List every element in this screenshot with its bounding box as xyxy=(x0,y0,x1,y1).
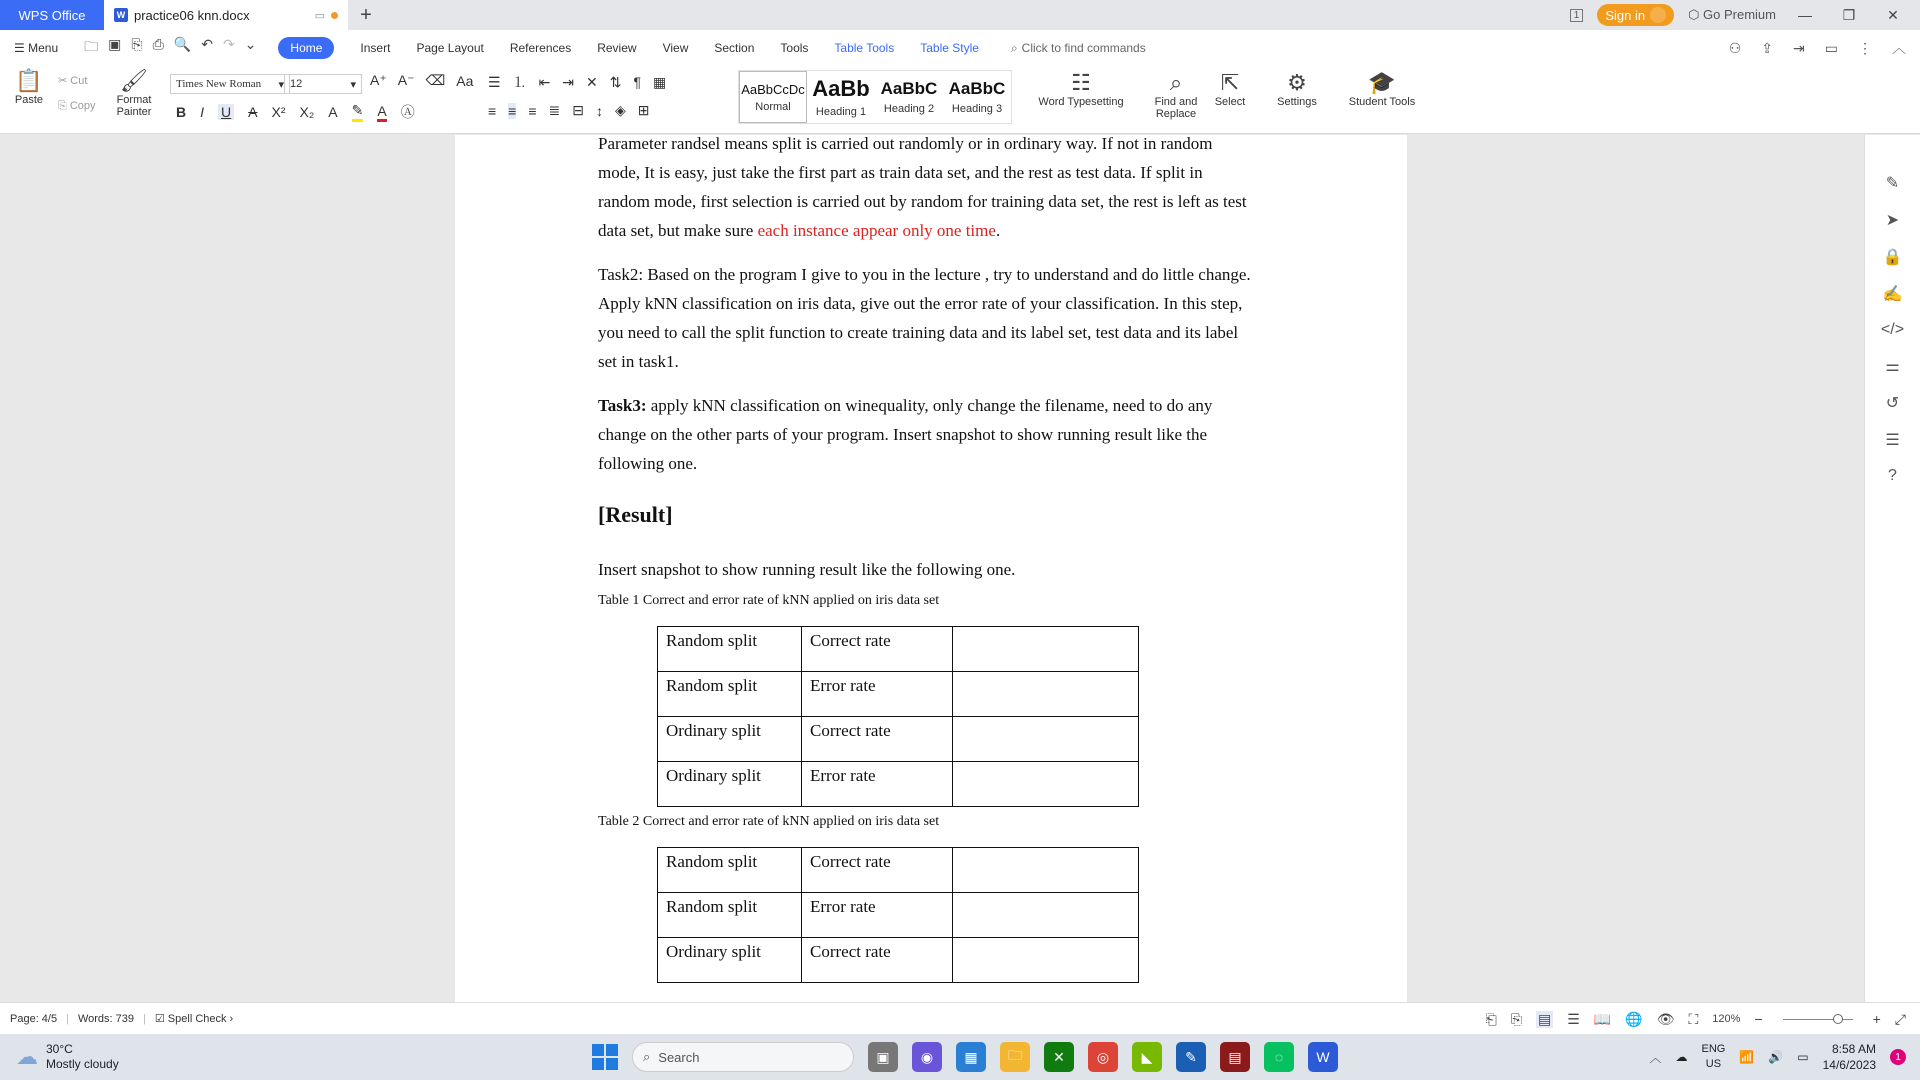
share-user-icon[interactable]: ⚇ xyxy=(1728,39,1742,56)
start-button[interactable] xyxy=(592,1044,618,1070)
clock[interactable] xyxy=(1823,1041,1876,1073)
superscript-icon[interactable]: X² xyxy=(271,104,286,120)
style-heading-1[interactable] xyxy=(807,71,875,123)
magnifier-icon: ⌕ xyxy=(1169,70,1183,95)
style-heading-3[interactable] xyxy=(943,71,1011,123)
zoom-in-button[interactable]: + xyxy=(1872,1011,1881,1027)
sliders-icon[interactable]: ⚌ xyxy=(1885,358,1900,375)
table-cell[interactable]: Ordinary split xyxy=(658,938,802,983)
fit-screen-icon[interactable]: ⛶ xyxy=(1688,1010,1699,1027)
monitor-icon[interactable]: ▭ xyxy=(314,9,325,22)
document-workspace xyxy=(0,135,1864,1002)
keyboard-layout: US xyxy=(1705,1058,1722,1070)
chinese-layout-icon[interactable]: ✕ xyxy=(586,73,598,90)
decrease-indent-icon[interactable]: ⇤ xyxy=(538,73,551,90)
windows-taskbar xyxy=(0,1034,1920,1080)
brush-icon: 🖌 xyxy=(120,68,148,93)
title-bar xyxy=(0,0,1920,30)
table-cell[interactable]: Correct rate xyxy=(802,627,953,672)
pen-icon[interactable]: ✎ xyxy=(1885,175,1900,192)
language-code: ENG xyxy=(1701,1043,1726,1055)
task3-label: Task3: xyxy=(598,396,647,415)
signature-icon[interactable]: ✍ xyxy=(1882,286,1903,303)
table-row xyxy=(658,672,1139,717)
paste-button[interactable] xyxy=(12,68,46,106)
print-layout-icon[interactable]: ▤ xyxy=(1538,1010,1552,1027)
reading-view-icon[interactable]: 📖 xyxy=(1593,1010,1612,1027)
tab-page-layout[interactable]: Page Layout xyxy=(416,41,484,55)
table-cell[interactable]: Error rate xyxy=(802,672,953,717)
table1-caption: Table 1 Correct and error rate of kNN applied on iris data set xyxy=(598,593,940,608)
table-cell[interactable] xyxy=(953,762,1139,807)
highlight-text: each instance appear only one time xyxy=(757,221,996,240)
select-label: Select xyxy=(1214,96,1246,108)
font-color-icon[interactable]: A xyxy=(377,103,386,122)
style-preview: AaBbCcDc xyxy=(741,81,805,97)
table-cell[interactable]: Correct rate xyxy=(802,848,953,893)
results-table-1 xyxy=(657,626,1139,807)
new-tab-button[interactable]: + xyxy=(360,3,372,26)
command-search[interactable] xyxy=(1011,41,1146,56)
student-tools-label: Student Tools xyxy=(1348,96,1416,108)
tab-tools[interactable]: Tools xyxy=(780,41,809,55)
cut-button[interactable]: ✂ Cut xyxy=(58,75,88,87)
paragraph-text: . xyxy=(995,221,1001,240)
clear-format-icon[interactable]: ⌫ xyxy=(425,72,446,88)
main-menu-label: Menu xyxy=(28,41,59,55)
zoom-slider-knob[interactable] xyxy=(1833,1014,1843,1024)
typesetting-icon: ☷ xyxy=(1071,70,1091,95)
distribute-icon[interactable]: ⊟ xyxy=(572,102,584,118)
comment-icon[interactable]: ▭ xyxy=(1824,39,1838,56)
tab-home[interactable]: Home xyxy=(278,37,334,59)
style-name: Normal xyxy=(755,100,791,113)
underline-icon[interactable]: U xyxy=(218,104,234,120)
language-indicator[interactable] xyxy=(1702,1042,1726,1072)
temperature: 30°C xyxy=(46,1042,73,1056)
table-cell[interactable]: Ordinary split xyxy=(658,762,802,807)
style-name: Heading 2 xyxy=(883,103,935,115)
change-case-icon[interactable]: Aa xyxy=(456,72,474,89)
pointer-icon[interactable]: ➤ xyxy=(1885,212,1900,229)
style-preview: AaBb xyxy=(812,76,870,101)
print-icon[interactable]: ⎙ xyxy=(152,36,164,52)
table-row xyxy=(658,762,1139,807)
taskbar-search-label: Search xyxy=(658,1049,700,1065)
command-search-placeholder: Click to find commands xyxy=(1021,41,1146,55)
table-cell[interactable]: Random split xyxy=(658,672,802,717)
menu-bar xyxy=(0,30,1920,66)
font-family-value: Times New Roman xyxy=(176,78,262,90)
restore-button[interactable]: ❐ xyxy=(1842,6,1856,23)
student-tools-button[interactable] xyxy=(1340,70,1424,108)
fit-page-icon[interactable]: ⎗ xyxy=(1485,1010,1497,1027)
paste-label: Paste xyxy=(14,94,44,106)
taskbar-search[interactable] xyxy=(632,1042,854,1072)
customize-dropdown-icon[interactable]: ⌄ xyxy=(244,36,257,52)
table-cell[interactable]: Correct rate xyxy=(802,717,953,762)
winrar-icon[interactable]: ▤ xyxy=(1220,1042,1250,1072)
spell-check-button[interactable]: ☑ Spell Check › xyxy=(154,1013,234,1025)
bullets-icon[interactable]: ☰ xyxy=(488,73,501,90)
grow-font-icon[interactable]: A⁺ xyxy=(370,72,387,88)
export-icon[interactable]: ⎘ xyxy=(131,36,143,52)
eye-protect-icon[interactable]: 👁 xyxy=(1656,1010,1675,1027)
spell-check-label: Spell Check xyxy=(167,1013,227,1025)
fullscreen-icon[interactable]: ⤢ xyxy=(1894,1010,1906,1027)
table-row xyxy=(658,717,1139,762)
paragraph-text: Parameter randsel means split is carried out randomly or in ordinary way. If not in random mode, It is easy, just take the first part as train data set, and the rest as test data. If split in random mode, first selection is carried out by random for training data set, the rest is left as test data set, but make sure xyxy=(598,135,1247,240)
bold-icon[interactable]: B xyxy=(176,104,187,120)
table-cell[interactable]: Correct rate xyxy=(802,938,953,983)
document-tab-label: practice06 knn.docx xyxy=(134,7,250,23)
document-page[interactable] xyxy=(455,135,1407,1002)
increase-indent-icon[interactable]: ⇥ xyxy=(562,73,575,90)
word-typesetting-label: Word Typesetting xyxy=(1038,96,1124,108)
web-view-icon[interactable]: 🌐 xyxy=(1625,1010,1643,1027)
font-size-value: 12 xyxy=(290,78,303,90)
subscript-icon[interactable]: X₂ xyxy=(299,104,315,120)
zoom-slider[interactable] xyxy=(1783,1019,1853,1020)
main-menu-button[interactable]: ☰ Menu xyxy=(14,41,59,55)
table-row xyxy=(658,893,1139,938)
format-painter-button[interactable] xyxy=(112,68,156,118)
find-replace-button[interactable] xyxy=(1148,70,1204,120)
table-cell[interactable] xyxy=(953,848,1139,893)
table-cell[interactable] xyxy=(953,717,1139,762)
word-count[interactable]: Words: 739 xyxy=(77,1012,135,1025)
table-row xyxy=(658,848,1139,893)
task-view-icon[interactable]: ▣ xyxy=(868,1042,898,1072)
teams-icon[interactable]: ◉ xyxy=(912,1042,942,1072)
align-center-icon[interactable]: ≡ xyxy=(508,102,517,119)
insert-snapshot-line: Insert snapshot to show running result like the following one. xyxy=(598,560,1016,579)
zoom-level[interactable]: 120% xyxy=(1712,1013,1741,1025)
justify-icon[interactable]: ≣ xyxy=(548,102,561,118)
chrome-icon[interactable]: ◎ xyxy=(1088,1042,1118,1072)
clipboard-icon: 📋 xyxy=(15,68,43,93)
highlight-icon[interactable]: ✎ xyxy=(352,102,364,122)
wps-pen-icon[interactable]: ✎ xyxy=(1176,1042,1206,1072)
font-family-select[interactable] xyxy=(170,74,290,94)
borders-icon[interactable]: ⊞ xyxy=(637,102,650,118)
table-cell[interactable]: Random split xyxy=(658,627,802,672)
battery-icon[interactable]: ▭ xyxy=(1797,1050,1809,1064)
text-effect-icon[interactable]: A xyxy=(328,104,338,120)
paragraph-task2: Task2: Based on the program I give to you in the lecture , try to understand and do little change. Apply kNN classification on iris data, give out the error rate of your classification. In this step, you need to call the split function to create training data and its label set, test data and its label set in task1. xyxy=(598,265,1251,371)
style-name: Heading 1 xyxy=(815,106,867,118)
select-button[interactable] xyxy=(1206,70,1254,108)
search-icon: ⌕ xyxy=(1010,40,1018,55)
result-heading: [Result] xyxy=(598,502,673,527)
char-border-icon[interactable]: Ⓐ xyxy=(400,104,415,120)
find-replace-label: Find and Replace xyxy=(1154,96,1198,120)
tab-view[interactable]: View xyxy=(662,41,689,55)
table-cell[interactable] xyxy=(953,627,1139,672)
copy-button[interactable]: ⎘ Copy xyxy=(58,100,96,112)
paragraph-text: apply kNN classification on winequality, only change the filename, need to do any change on the other parts of your program. Insert snapshot to show running result like the following one. xyxy=(598,396,1213,473)
upload-icon[interactable]: ⇪ xyxy=(1761,39,1774,56)
table-cell[interactable] xyxy=(953,672,1139,717)
results-table-2 xyxy=(657,847,1139,983)
open-folder-icon[interactable]: 🗀 xyxy=(84,38,99,54)
weather-widget[interactable] xyxy=(0,1042,320,1072)
paragraph-task3 xyxy=(598,391,1258,478)
table2-caption: Table 2 Correct and error rate of kNN applied on iris data set xyxy=(598,814,940,829)
table-cell[interactable]: Random split xyxy=(658,848,802,893)
tab-section[interactable]: Section xyxy=(714,41,755,55)
table-cell[interactable] xyxy=(953,893,1139,938)
settings-label: Settings xyxy=(1277,96,1317,108)
document-content[interactable] xyxy=(598,135,1258,983)
outline-view-icon[interactable]: ☰ xyxy=(1567,1010,1580,1027)
style-preview: AaBbC xyxy=(948,79,1006,98)
format-painter-label: Format Painter xyxy=(116,94,152,118)
settings-icon: ⚙ xyxy=(1287,70,1307,95)
graduation-cap-icon: 🎓 xyxy=(1368,70,1396,95)
tab-references[interactable]: References xyxy=(509,41,572,55)
tab-review[interactable]: Review xyxy=(597,41,637,55)
table-cell[interactable]: Error rate xyxy=(802,762,953,807)
onedrive-icon[interactable]: ☁ xyxy=(1675,1050,1688,1064)
numbering-icon[interactable]: ⒈ xyxy=(512,74,527,90)
wps-office-tab[interactable]: WPS Office xyxy=(0,0,104,30)
help-icon[interactable]: ? xyxy=(1888,467,1897,484)
go-premium-button[interactable]: ⬡ Go Premium xyxy=(1688,7,1776,22)
table-row xyxy=(658,627,1139,672)
wps-writer-icon[interactable]: W xyxy=(1308,1042,1338,1072)
weather-text: Mostly cloudy xyxy=(46,1057,119,1071)
unsaved-dot-icon xyxy=(331,12,338,19)
status-bar: Page: 4/5 | Words: 739 | ☑ Spell Check › ⎗ ⎘ ▤ ☰ 📖 🌐 👁 ⛶ 120% − + ⤢ xyxy=(0,1002,1920,1034)
copy-label: Copy xyxy=(69,100,96,112)
close-button[interactable]: ✕ xyxy=(1887,6,1899,23)
settings-button[interactable] xyxy=(1266,70,1328,108)
collapse-ribbon-icon[interactable]: ︿ xyxy=(1892,40,1906,56)
ribbon xyxy=(0,66,1920,134)
print-preview-icon[interactable]: 🔍 xyxy=(173,36,192,52)
nvidia-icon[interactable]: ◣ xyxy=(1132,1042,1162,1072)
font-size-select[interactable] xyxy=(284,74,362,94)
clock-time: 8:58 AM xyxy=(1831,1042,1876,1056)
export-doc-icon[interactable]: ⇥ xyxy=(1793,39,1805,56)
layout-toggle-icon[interactable]: 1 xyxy=(1570,9,1584,22)
page-indicator[interactable]: Page: 4/5 xyxy=(10,1012,58,1025)
sort-icon[interactable]: ⇅ xyxy=(609,73,622,90)
minimize-button[interactable]: — xyxy=(1798,7,1812,23)
style-name: Heading 3 xyxy=(951,103,1003,115)
doc-protect-icon[interactable]: ⎘ xyxy=(1510,1010,1523,1027)
notification-badge[interactable]: 1 xyxy=(1890,1049,1906,1065)
store-icon[interactable]: ▦ xyxy=(956,1042,986,1072)
shrink-font-icon[interactable]: A⁻ xyxy=(397,72,415,88)
sign-in-button[interactable] xyxy=(1597,4,1674,26)
undo-icon[interactable]: ↶ xyxy=(201,36,213,52)
style-heading-2[interactable] xyxy=(875,71,943,123)
align-left-icon[interactable]: ≡ xyxy=(488,102,497,119)
shading-icon[interactable]: ◈ xyxy=(614,102,626,118)
document-tab[interactable] xyxy=(104,0,348,30)
history-icon[interactable]: ↺ xyxy=(1885,395,1900,412)
chevron-down-icon: ▾ xyxy=(278,79,284,91)
right-sidebar xyxy=(1864,135,1920,1002)
code-icon[interactable]: </> xyxy=(1880,321,1905,338)
cursor-arrow-icon: ⇱ xyxy=(1220,70,1240,95)
sign-in-label: Sign in xyxy=(1605,7,1646,23)
style-normal[interactable] xyxy=(739,71,807,123)
zoom-out-button[interactable]: − xyxy=(1754,1011,1763,1027)
table-cell[interactable]: Random split xyxy=(658,893,802,938)
redo-icon[interactable]: ↷ xyxy=(222,36,235,52)
xbox-icon[interactable]: ✕ xyxy=(1044,1042,1074,1072)
line-spacing-icon[interactable]: ↕ xyxy=(595,102,603,119)
word-typesetting-button[interactable] xyxy=(1026,70,1136,108)
align-right-icon[interactable]: ≡ xyxy=(528,102,537,119)
avatar xyxy=(1650,7,1666,23)
italic-icon[interactable]: I xyxy=(200,104,205,120)
list-icon[interactable]: ☰ xyxy=(1885,432,1900,449)
system-tray xyxy=(1650,1034,1907,1080)
more-icon[interactable]: ⋮ xyxy=(1858,39,1872,56)
table-cell[interactable] xyxy=(953,938,1139,983)
search-icon: ⌕ xyxy=(643,1049,651,1064)
styles-gallery xyxy=(738,70,1012,124)
chevron-up-icon[interactable]: ︿ xyxy=(1649,1050,1662,1065)
cloud-icon: ☁ xyxy=(16,1044,38,1069)
wechat-icon[interactable]: ◌ xyxy=(1264,1042,1294,1072)
volume-icon[interactable]: 🔊 xyxy=(1768,1050,1784,1064)
tab-insert[interactable]: Insert xyxy=(360,41,391,55)
strikethrough-icon[interactable]: A xyxy=(248,104,258,120)
word-doc-icon: W xyxy=(114,8,128,22)
tab-table-style[interactable]: Table Style xyxy=(920,41,979,55)
save-icon[interactable]: ▣ xyxy=(108,36,122,52)
table-grid-icon[interactable]: ▦ xyxy=(653,73,667,90)
clock-date: 14/6/2023 xyxy=(1822,1058,1876,1072)
chevron-down-icon: ▾ xyxy=(350,79,356,91)
table-row xyxy=(658,938,1139,983)
tab-table-tools[interactable]: Table Tools xyxy=(834,41,895,55)
file-explorer-icon[interactable]: 🗀 xyxy=(1000,1042,1030,1072)
table-cell[interactable]: Error rate xyxy=(802,893,953,938)
paragraph-mark-icon[interactable]: ¶ xyxy=(633,74,642,90)
wifi-icon[interactable]: 📶 xyxy=(1739,1050,1755,1064)
lock-icon[interactable]: 🔒 xyxy=(1882,249,1903,266)
style-preview: AaBbC xyxy=(880,79,938,98)
go-premium-label: Go Premium xyxy=(1703,7,1776,22)
cut-label: Cut xyxy=(70,75,88,87)
paragraph-randsel xyxy=(598,135,1258,245)
table-cell[interactable]: Ordinary split xyxy=(658,717,802,762)
